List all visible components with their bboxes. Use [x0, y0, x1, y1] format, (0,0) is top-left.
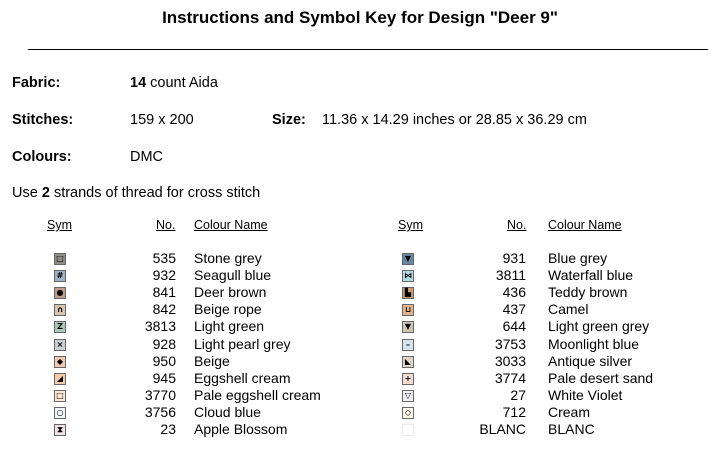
left-sym-header: Sym: [47, 218, 72, 232]
dmc-number: 23: [160, 421, 176, 437]
dmc-number: 842: [152, 301, 176, 318]
colour-name: Apple Blossom: [194, 421, 288, 437]
right-sym-header: Sym: [398, 218, 423, 232]
symbol-swatch-icon: #: [54, 270, 66, 282]
symbol-swatch-icon: ▙: [402, 287, 414, 299]
colour-name: Eggshell cream: [194, 369, 291, 386]
stitches-label: Stitches:: [12, 112, 74, 128]
size-value: 11.36 x 14.29 inches or 28.85 x 36.29 cm: [322, 112, 587, 128]
fabric-label: Fabric:: [12, 75, 61, 91]
colour-name: Light green: [194, 318, 265, 335]
colour-name: Moonlight blue: [548, 335, 640, 352]
fabric-type: count Aida: [150, 75, 218, 91]
dmc-number: BLANC: [479, 421, 526, 437]
dmc-number: 945: [152, 369, 176, 386]
dmc-number: 644: [502, 318, 526, 335]
symbol-swatch-icon: □: [54, 253, 66, 265]
dmc-number: 3756: [144, 403, 176, 420]
colour-name: Seagull blue: [194, 267, 272, 284]
colour-name: Beige rope: [194, 301, 262, 318]
left-no-header: No.: [156, 218, 176, 232]
symbol-swatch-icon: □: [54, 390, 66, 402]
symbol-swatch-icon: ▼: [402, 253, 414, 265]
colour-name: Light pearl grey: [194, 335, 291, 352]
page-title: Instructions and Symbol Key for Design "Deer 9": [162, 8, 558, 27]
colour-name: Camel: [548, 301, 589, 318]
dmc-number: 932: [152, 267, 176, 284]
colour-name: Beige: [194, 352, 230, 369]
symbol-swatch-icon: ◣: [402, 356, 414, 368]
dmc-number: 3774: [494, 369, 526, 386]
note-post: strands of thread for cross stitch: [53, 185, 261, 201]
strand-count: 2: [41, 185, 50, 201]
symbol-swatch-icon: ▽: [402, 390, 414, 402]
colour-name: Antique silver: [548, 352, 633, 369]
colour-name: Stone grey: [194, 250, 262, 266]
symbol-swatch-icon: ◇: [402, 407, 414, 419]
symbol-swatch-icon: –: [402, 339, 414, 351]
symbol-swatch-icon: ◆: [54, 356, 66, 368]
colour-name: Cloud blue: [194, 403, 261, 420]
right-name-header: Colour Name: [548, 218, 622, 232]
colour-name: Blue grey: [548, 250, 608, 266]
dmc-number: 3033: [494, 352, 526, 369]
dmc-number: 3753: [494, 335, 526, 352]
dmc-number: 712: [502, 403, 526, 420]
colour-name: White Violet: [548, 386, 623, 403]
symbol-swatch-icon: [402, 424, 414, 436]
thread-note: [12, 185, 260, 201]
dmc-number: 437: [502, 301, 526, 318]
colour-name: Light green grey: [548, 318, 650, 335]
right-no-header: No.: [507, 218, 527, 232]
symbol-swatch-icon: ⊔: [402, 304, 414, 316]
title-divider: [28, 49, 708, 50]
left-name-header: Colour Name: [194, 218, 268, 232]
symbol-swatch-icon: Z: [54, 321, 66, 333]
colour-name: Pale desert sand: [548, 369, 654, 386]
dmc-number: 3813: [144, 318, 176, 335]
stitches-value: 159 x 200: [130, 112, 194, 128]
colours-value: DMC: [130, 149, 164, 165]
dmc-number: 931: [502, 250, 526, 266]
colour-name: Teddy brown: [548, 284, 628, 301]
colour-name: Cream: [548, 403, 591, 420]
symbol-swatch-icon: +: [402, 373, 414, 385]
dmc-number: 841: [152, 284, 176, 301]
colours-label: Colours:: [12, 149, 72, 165]
colour-name: Deer brown: [194, 284, 267, 301]
note-pre: Use: [12, 185, 38, 201]
symbol-swatch-icon: ×: [54, 339, 66, 351]
colour-name: BLANC: [548, 421, 595, 437]
symbol-swatch-icon: ○: [54, 407, 66, 419]
symbol-swatch-icon: ▼: [402, 321, 414, 333]
symbol-swatch-icon: ⋈: [404, 271, 412, 281]
colour-name: Pale eggshell cream: [194, 386, 321, 403]
dmc-number: 535: [152, 250, 176, 266]
dmc-number: 27: [510, 386, 526, 403]
symbol-swatch-icon: ⧗: [54, 424, 66, 436]
symbol-swatch-icon: ◢: [54, 373, 66, 385]
dmc-number: 3770: [144, 386, 176, 403]
dmc-number: 3811: [495, 267, 526, 284]
size-label: Size:: [272, 112, 306, 128]
fabric-value: [130, 75, 218, 91]
dmc-number: 928: [152, 335, 176, 352]
dmc-number: 950: [152, 352, 176, 369]
colour-name: Waterfall blue: [548, 267, 634, 284]
dmc-number: 436: [502, 284, 526, 301]
symbol-swatch-icon: ∩: [54, 304, 66, 316]
symbol-swatch-icon: ●: [54, 287, 66, 299]
fabric-count: 14: [130, 75, 147, 91]
